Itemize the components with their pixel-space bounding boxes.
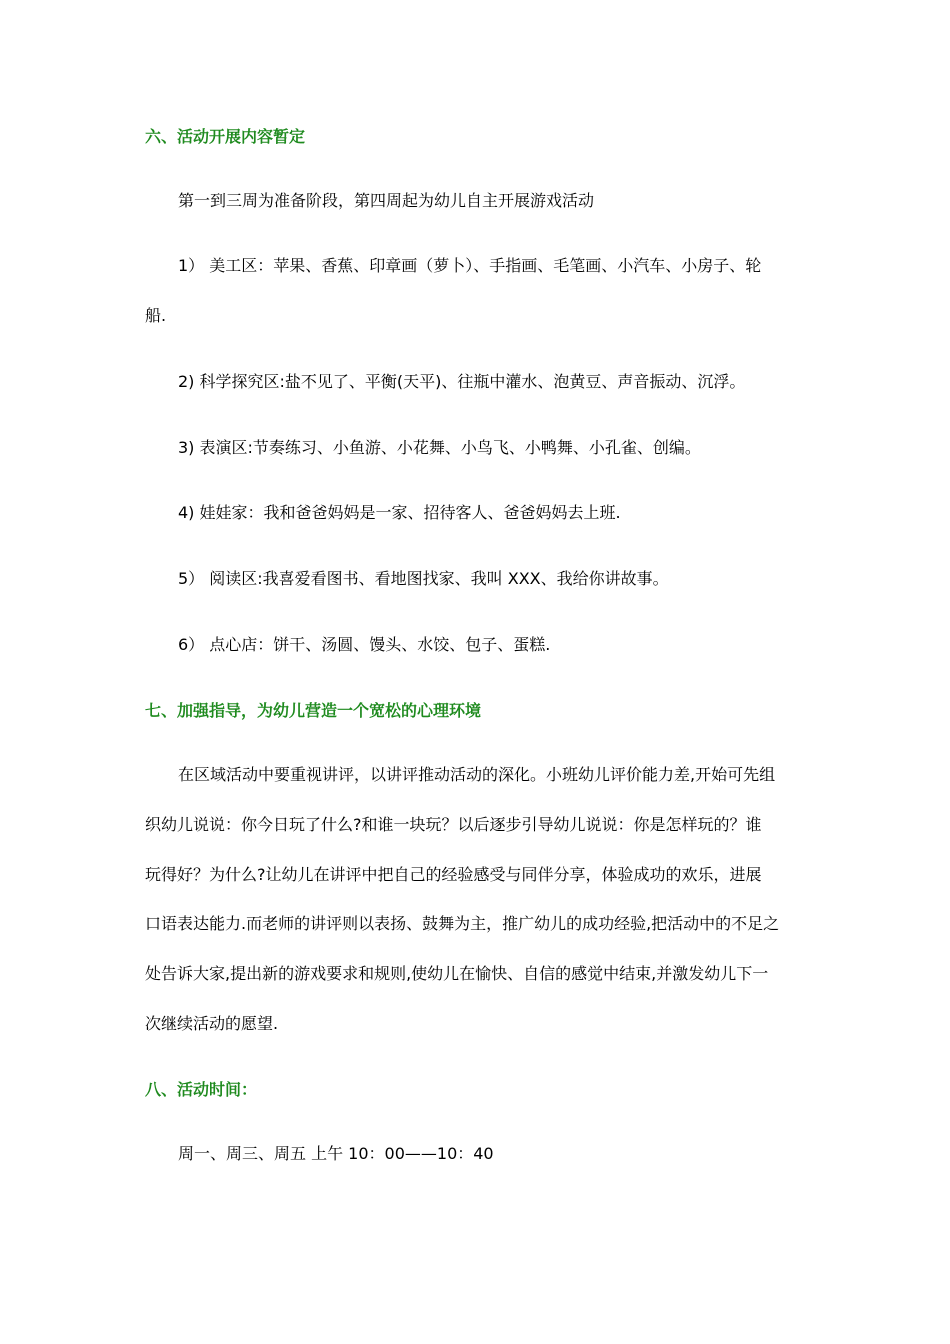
- section-seven-heading: 七、加强指导，为幼儿营造一个宽松的心理环境: [145, 701, 482, 720]
- section-six-intro: 第一到三周为准备阶段，第四周起为幼儿自主开展游戏活动: [178, 191, 595, 210]
- section-seven-line-4: 口语表达能力.而老师的讲评则以表扬、鼓舞为主，推广幼儿的成功经验,把活动中的不足之: [145, 914, 780, 933]
- section-seven-line-6: 次继续活动的愿望.: [145, 1014, 279, 1033]
- list-item-snack-shop: 6） 点心店：饼干、汤圆、馒头、水饺、包子、蛋糕.: [178, 635, 551, 654]
- section-eight-heading: 八、活动时间：: [145, 1080, 258, 1099]
- list-item-art-line2: 船.: [145, 306, 167, 325]
- section-seven-line-2: 织幼儿说说：你今日玩了什么?和谁一块玩？以后逐步引导幼儿说说：你是怎样玩的？谁: [145, 815, 762, 834]
- section-seven-line-1: 在区域活动中要重视讲评，以讲评推动活动的深化。小班幼儿评价能力差,开始可先组: [178, 765, 776, 784]
- activity-time: 周一、周三、周五 上午 10：00——10：40: [178, 1144, 494, 1163]
- section-six-heading: 六、活动开展内容暂定: [145, 127, 306, 146]
- list-item-dollhouse: 4) 娃娃家：我和爸爸妈妈是一家、招待客人、爸爸妈妈去上班.: [178, 503, 621, 522]
- list-item-performance: 3) 表演区:节奏练习、小鱼游、小花舞、小鸟飞、小鸭舞、小孔雀、创编。: [178, 438, 701, 457]
- list-item-reading: 5） 阅读区:我喜爱看图书、看地图找家、我叫 XXX、我给你讲故事。: [178, 569, 669, 588]
- section-seven-line-5: 处告诉大家,提出新的游戏要求和规则,使幼儿在愉快、自信的感觉中结束,并激发幼儿下一: [145, 964, 769, 983]
- section-seven-line-3: 玩得好？为什么?让幼儿在讲评中把自己的经验感受与同伴分享，体验成功的欢乐，进展: [145, 865, 762, 884]
- list-item-science: 2) 科学探究区:盐不见了、平衡(天平)、往瓶中灌水、泡黄豆、声音振动、沉浮。: [178, 372, 746, 391]
- list-item-art-line1: 1） 美工区：苹果、香蕉、印章画（萝卜）、手指画、毛笔画、小汽车、小房子、轮: [178, 256, 762, 275]
